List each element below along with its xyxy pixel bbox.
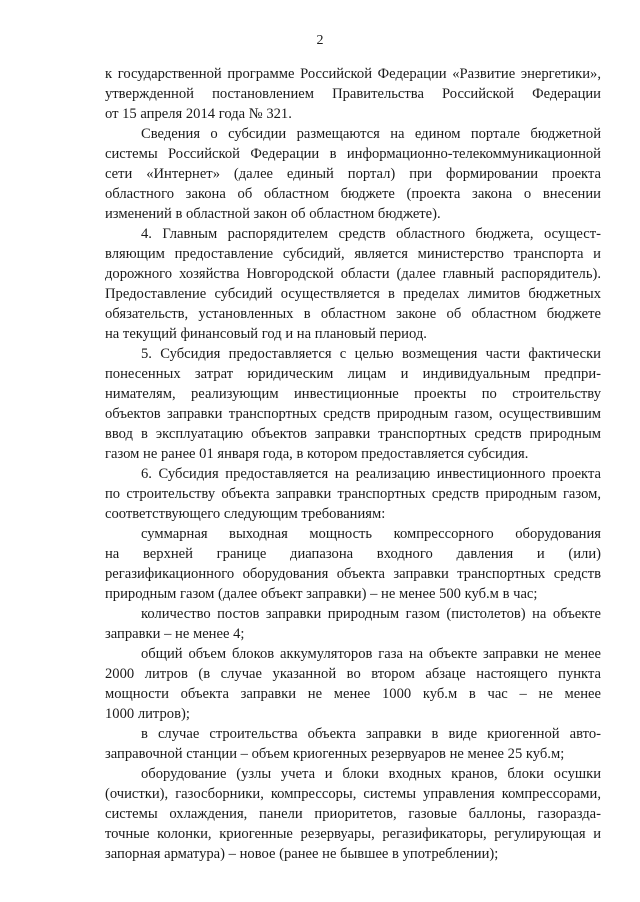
text-line: в случае строительства объекта заправки в виде криогенной авто- (141, 726, 601, 742)
document-body (105, 64, 601, 864)
text-line: изменений в областной закон об областном бюджете). (105, 206, 441, 222)
text-line: нимателям, реализующим инвестиционные проекты по строительству (105, 386, 601, 402)
paragraph-program-reference (105, 64, 601, 124)
text-line: системы Российской Федерации в информационно-телекоммуникационной (105, 146, 601, 162)
paragraph-item-5 (105, 344, 601, 464)
text-line: регазификационного оборудования объекта заправки транспортных средств (105, 566, 601, 582)
text-line: Предоставление субсидий осуществляется в пределах лимитов бюджетных (105, 286, 601, 302)
paragraph-requirement-cryogenic (105, 724, 601, 764)
text-line: заправки – не менее 4; (105, 626, 245, 642)
text-line: на текущий финансовый год и на плановый период. (105, 326, 427, 342)
text-line: мощности объекта заправки не менее 1000 куб.м в час – не менее (105, 686, 601, 702)
paragraph-requirement-equipment (105, 764, 601, 864)
text-line: 2000 литров (в случае указанной во втором абзаце настоящего пункта (105, 666, 601, 682)
text-line: областного закона об областном бюджете (проекта закона о внесении (105, 186, 601, 202)
text-line: к государственной программе Российской Федерации «Развитие энергетики», (105, 66, 601, 82)
text-line: понесенных затрат юридическим лицам и индивидуальным предпри- (105, 366, 601, 382)
page-number: 2 (316, 33, 324, 48)
text-line: точные колонки, криогенные резервуары, регазификаторы, регулирующая и (105, 826, 601, 842)
text-line: 1000 литров); (105, 706, 190, 722)
text-line: от 15 апреля 2014 года № 321. (105, 106, 292, 122)
text-line: газом не ранее 01 января года, в котором предоставляется субсидия. (105, 446, 529, 462)
text-line: суммарная выходная мощность компрессорного оборудования (141, 526, 601, 542)
text-line: 6. Субсидия предоставляется на реализацию инвестиционного проекта (141, 466, 601, 482)
text-line: утвержденной постановлением Правительства Российской Федерации (105, 86, 601, 102)
text-line: заправочной станции – объем криогенных резервуаров не менее 25 куб.м; (105, 746, 565, 762)
text-line: общий объем блоков аккумуляторов газа на объекте заправки не менее (141, 646, 601, 662)
text-line: дорожного хозяйства Новгородской области (далее главный распорядитель). (105, 266, 601, 282)
text-line: объектов заправки транспортных средств природным газом, осуществившим (105, 406, 601, 422)
text-line: оборудование (узлы учета и блоки входных кранов, блоки осушки (141, 766, 601, 782)
text-line: на верхней границе диапазона входного давления и (или) (105, 546, 601, 562)
paragraph-requirement-posts (105, 604, 601, 644)
text-line: количество постов заправки природным газом (пистолетов) на объекте (141, 606, 601, 622)
text-line: сети «Интернет» (далее единый портал) при формировании проекта (105, 166, 601, 182)
text-line: по строительству объекта заправки транспортных средств природным газом, (105, 486, 601, 502)
text-line: 4. Главным распорядителем средств областного бюджета, осущест- (141, 226, 601, 242)
text-line: вляющим предоставление субсидий, является министерство транспорта и (105, 246, 601, 262)
paragraph-subsidy-info (105, 124, 601, 224)
paragraph-requirement-accumulators (105, 644, 601, 724)
text-line: природным газом (далее объект заправки) – не менее 500 куб.м в час; (105, 586, 538, 602)
text-line: ввод в эксплуатацию объектов заправки транспортных средств природным (105, 426, 601, 442)
text-line: запорная арматура) – новое (ранее не бывшее в употреблении); (105, 846, 499, 862)
text-line: обязательств, установленных в областном законе об областном бюджете (105, 306, 601, 322)
paragraph-item-4 (105, 224, 601, 344)
text-line: соответствующего следующим требованиям: (105, 506, 386, 522)
text-line: Сведения о субсидии размещаются на едином портале бюджетной (141, 126, 601, 142)
text-line: 5. Субсидия предоставляется с целью возмещения части фактически (141, 346, 601, 362)
paragraph-item-6 (105, 464, 601, 524)
text-line: (очистки), газосборники, компрессоры, системы управления компрессорами, (105, 786, 601, 802)
paragraph-requirement-capacity (105, 524, 601, 604)
text-line: системы охлаждения, панели приоритетов, газовые баллоны, газоразда- (105, 806, 601, 822)
